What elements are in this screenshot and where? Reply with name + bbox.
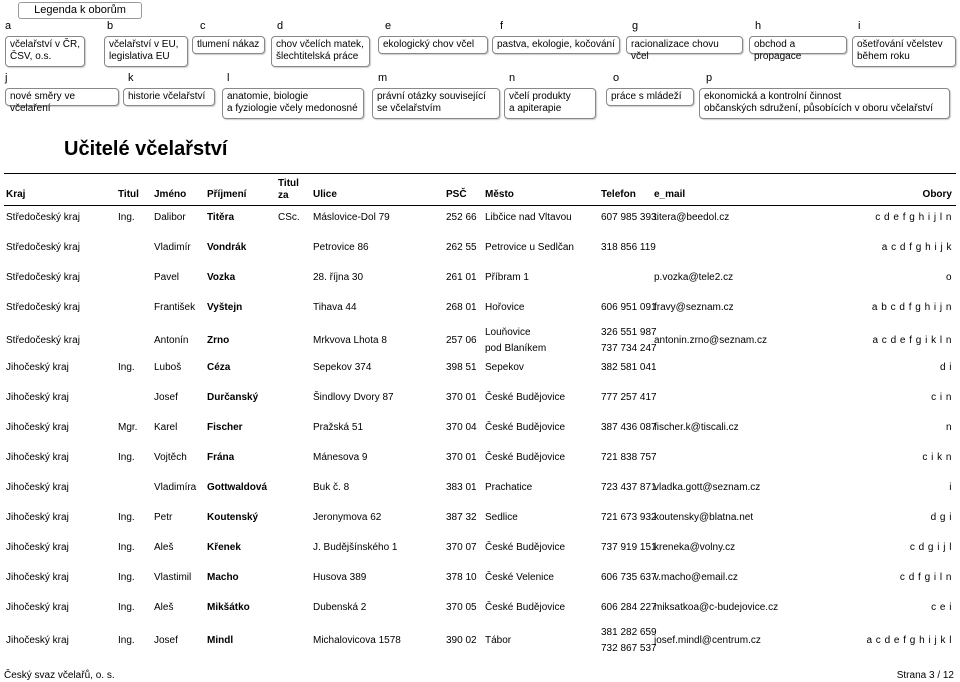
legend-text-l: anatomie, biologie — [227, 91, 309, 102]
legend-letter-j: j — [5, 72, 8, 84]
cell-jmeno: Josef — [154, 392, 178, 403]
cell-psc: 261 01 — [446, 272, 477, 283]
cell-kraj: Jihočeský kraj — [6, 542, 69, 553]
header-ulice: Ulice — [313, 189, 337, 200]
cell-psc: 383 01 — [446, 482, 477, 493]
cell-ulice: Sepekov 374 — [313, 362, 372, 373]
cell-obory: n — [945, 422, 952, 433]
legend-box-h — [749, 36, 847, 62]
cell-telefon: 721 838 757 — [601, 452, 657, 463]
page-title: Učitelé včelařství — [64, 138, 228, 160]
cell-email[interactable]: titera@beedol.cz — [654, 212, 730, 223]
cell-prijmeni: Durčanský — [207, 392, 259, 403]
legend-text-i: ošetřování včelstev — [857, 39, 943, 50]
cell-mesto: České Budějovice — [485, 392, 566, 403]
header-titul-za-line2: za — [278, 190, 289, 201]
legend-letter-m: m — [378, 72, 388, 84]
legend-text-e: ekologický chov včel — [383, 39, 475, 50]
table-row — [4, 571, 956, 599]
cell-prijmeni: Vozka — [207, 272, 236, 283]
cell-jmeno: Vladimíra — [154, 482, 197, 493]
cell-ulice: Buk č. 8 — [313, 482, 350, 493]
cell-ulice: Pražská 51 — [313, 422, 364, 433]
cell-jmeno: František — [154, 302, 196, 313]
legend-text-g: racionalizace chovu včel — [631, 39, 719, 62]
legend-text-h: obchod a propagace — [754, 39, 802, 62]
header-kraj: Kraj — [6, 189, 26, 200]
cell-mesto: Hořovice — [485, 302, 525, 313]
cell-mesto: Prachatice — [485, 482, 533, 493]
cell-mesto: pod Blaníkem — [485, 343, 547, 354]
cell-ulice: Mánesova 9 — [313, 452, 368, 463]
legend-title: Legenda k oborům — [18, 2, 142, 19]
cell-email[interactable]: vladka.gott@seznam.cz — [654, 482, 761, 493]
table-row — [4, 451, 956, 479]
cell-titul: Ing. — [118, 212, 135, 223]
legend-box-n — [504, 88, 596, 119]
cell-kraj: Jihočeský kraj — [6, 422, 69, 433]
cell-jmeno: Aleš — [154, 542, 174, 553]
cell-telefon: 721 673 932 — [601, 512, 657, 523]
cell-ulice: Husova 389 — [313, 572, 367, 583]
cell-psc: 252 66 — [446, 212, 477, 223]
legend-box-d — [271, 36, 370, 67]
cell-email[interactable]: v.macho@email.cz — [654, 572, 738, 583]
legend-box-g — [626, 36, 743, 62]
cell-mesto: Louňovice — [485, 327, 531, 338]
legend-box-j — [5, 88, 119, 114]
cell-telefon: 326 551 987 — [601, 327, 657, 338]
legend-text-p: občanských sdružení, působících v oboru včelařství — [704, 103, 934, 114]
legend-letter-g: g — [632, 20, 639, 32]
cell-jmeno: Aleš — [154, 602, 174, 613]
cell-ulice: Šindlovy Dvory 87 — [313, 392, 394, 403]
legend-box-a — [5, 36, 85, 67]
cell-obory: d i — [939, 362, 952, 373]
legend-letter-l: l — [227, 72, 230, 84]
cell-email[interactable]: koutensky@blatna.net — [654, 512, 754, 523]
cell-mesto: České Budějovice — [485, 422, 566, 433]
cell-jmeno: Vladimír — [154, 242, 191, 253]
cell-telefon: 607 985 393 — [601, 212, 657, 223]
cell-telefon: 318 856 119 — [601, 242, 656, 253]
cell-obory: a c d f g h i j k — [881, 242, 952, 253]
table-row — [4, 271, 956, 299]
cell-psc: 257 06 — [446, 335, 477, 346]
legend-text-o: práce s mládeží — [611, 91, 682, 102]
cell-mesto: České Velenice — [485, 572, 554, 583]
cell-ulice: Tihava 44 — [313, 302, 357, 313]
cell-prijmeni: Mindl — [207, 635, 234, 646]
table-row — [4, 541, 956, 569]
cell-titul: Ing. — [118, 362, 135, 373]
cell-jmeno: Karel — [154, 422, 178, 433]
cell-mesto: Sepekov — [485, 362, 524, 373]
cell-email[interactable]: p.vozka@tele2.cz — [654, 272, 734, 283]
table-header — [4, 173, 956, 206]
cell-email[interactable]: josef.mindl@centrum.cz — [654, 635, 761, 646]
cell-prijmeni: Frána — [207, 452, 235, 463]
footer-organization: Český svaz včelařů, o. s. — [4, 670, 115, 681]
table-row — [4, 241, 956, 269]
legend-text-n: a apiterapie — [509, 103, 562, 114]
cell-kraj: Jihočeský kraj — [6, 392, 69, 403]
cell-titul-za: CSc. — [278, 212, 300, 223]
legend-text-f: pastva, ekologie, kočování — [497, 39, 615, 50]
table-row — [4, 601, 956, 629]
cell-email[interactable]: kreneka@volny.cz — [654, 542, 736, 553]
cell-psc: 370 04 — [446, 422, 477, 433]
legend-letter-e: e — [385, 20, 392, 32]
legend-box-i — [852, 36, 956, 67]
footer-page-number: Strana 3 / 12 — [896, 670, 954, 681]
cell-jmeno: Vojtěch — [154, 452, 187, 463]
header-titul-za — [278, 178, 299, 202]
cell-obory: a c d e f g i k l n — [872, 335, 952, 346]
cell-mesto: České Budějovice — [485, 452, 566, 463]
table-row — [4, 326, 956, 354]
legend-row-1 — [0, 20, 960, 68]
cell-obory: i — [949, 482, 952, 493]
legend-text-c: tlumení nákaz — [197, 39, 260, 50]
legend-letter-b: b — [107, 20, 114, 32]
legend-text-b: včelařství v EU, — [109, 39, 179, 50]
cell-obory: o — [945, 272, 952, 283]
cell-obory: c d f g i l n — [899, 572, 952, 583]
legend-letter-a: a — [5, 20, 12, 32]
cell-prijmeni: Křenek — [207, 542, 241, 553]
cell-email[interactable]: fravy@seznam.cz — [654, 302, 734, 313]
legend-box-e — [378, 36, 488, 54]
legend-text-b: legislativa EU — [109, 51, 170, 62]
table-row — [4, 301, 956, 329]
cell-kraj: Jihočeský kraj — [6, 635, 69, 646]
cell-telefon: 737 919 151 — [601, 542, 657, 553]
legend-box-b — [104, 36, 188, 67]
cell-prijmeni: Fischer — [207, 422, 243, 433]
cell-email[interactable]: fischer.k@tiscali.cz — [654, 422, 739, 433]
cell-titul: Ing. — [118, 635, 135, 646]
cell-kraj: Jihočeský kraj — [6, 452, 69, 463]
cell-ulice: J. Budějšínského 1 — [313, 542, 398, 553]
legend-text-i: během roku — [857, 51, 910, 62]
header-obory: Obory — [922, 189, 952, 200]
cell-obory: c d e f g h i j l n — [875, 212, 952, 223]
legend-letter-i: i — [858, 20, 861, 32]
cell-psc: 390 02 — [446, 635, 477, 646]
legend-box-p — [699, 88, 950, 119]
legend-text-m: právní otázky související — [377, 91, 486, 102]
cell-kraj: Středočeský kraj — [6, 212, 80, 223]
cell-obory: c i n — [931, 392, 952, 403]
legend-letter-p: p — [706, 72, 713, 84]
cell-psc: 370 01 — [446, 392, 477, 403]
legend-box-c — [192, 36, 265, 54]
cell-obory: a b c d f g h i j n — [871, 302, 952, 313]
cell-jmeno: Dalibor — [154, 212, 186, 223]
cell-ulice: Jeronymova 62 — [313, 512, 382, 523]
cell-ulice: 28. října 30 — [313, 272, 364, 283]
cell-ulice: Petrovice 86 — [313, 242, 369, 253]
cell-kraj: Jihočeský kraj — [6, 512, 69, 523]
cell-obory: c i k n — [922, 452, 952, 463]
legend-box-f — [492, 36, 620, 54]
cell-jmeno: Antonín — [154, 335, 189, 346]
legend-text-l: a fyziologie včely medonosné — [227, 103, 358, 114]
cell-kraj: Jihočeský kraj — [6, 602, 69, 613]
cell-kraj: Středočeský kraj — [6, 242, 80, 253]
cell-telefon: 606 951 091 — [601, 302, 657, 313]
cell-titul: Ing. — [118, 512, 135, 523]
legend-text-d: šlechtitelská práce — [276, 51, 359, 62]
cell-telefon: 737 734 247 — [601, 343, 657, 354]
cell-jmeno: Petr — [154, 512, 173, 523]
cell-kraj: Jihočeský kraj — [6, 482, 69, 493]
header-email: e_mail — [654, 189, 686, 200]
cell-kraj: Středočeský kraj — [6, 335, 80, 346]
legend-text-a: ČSV, o.s. — [10, 51, 52, 62]
cell-kraj: Středočeský kraj — [6, 302, 80, 313]
cell-ulice: Michalovicova 1578 — [313, 635, 401, 646]
cell-kraj: Jihočeský kraj — [6, 572, 69, 583]
cell-telefon: 723 437 871 — [601, 482, 657, 493]
cell-prijmeni: Zrno — [207, 335, 230, 346]
legend-text-j: nové směry ve včelaření — [10, 91, 76, 114]
cell-psc: 268 01 — [446, 302, 477, 313]
cell-email[interactable]: miksatkoa@c-budejovice.cz — [654, 602, 779, 613]
cell-psc: 378 10 — [446, 572, 477, 583]
legend-text-p: ekonomická a kontrolní činnost — [704, 91, 842, 102]
cell-obory: c e i — [931, 602, 952, 613]
legend-letter-f: f — [500, 20, 504, 32]
cell-jmeno: Pavel — [154, 272, 180, 283]
cell-mesto: Sedlice — [485, 512, 518, 523]
legend-box-o — [606, 88, 694, 106]
cell-psc: 262 55 — [446, 242, 477, 253]
table-row — [4, 211, 956, 239]
cell-prijmeni: Céza — [207, 362, 231, 373]
cell-mesto: Příbram 1 — [485, 272, 529, 283]
cell-ulice: Máslovice-Dol 79 — [313, 212, 390, 223]
cell-ulice: Mrkvova Lhota 8 — [313, 335, 387, 346]
legend-text-d: chov včelích matek, — [276, 39, 364, 50]
legend-text-m: se včelařstvím — [377, 103, 441, 114]
cell-telefon: 381 282 659 — [601, 627, 657, 638]
cell-titul: Ing. — [118, 572, 135, 583]
legend-box-l — [222, 88, 364, 119]
legend-letter-h: h — [755, 20, 762, 32]
table-row — [4, 391, 956, 419]
cell-mesto: České Budějovice — [485, 602, 566, 613]
table-row — [4, 626, 956, 654]
cell-psc: 387 32 — [446, 512, 477, 523]
cell-telefon: 606 735 637 — [601, 572, 657, 583]
cell-psc: 398 51 — [446, 362, 477, 373]
cell-kraj: Jihočeský kraj — [6, 362, 69, 373]
cell-prijmeni: Titěra — [207, 212, 235, 223]
legend-letter-o: o — [613, 72, 620, 84]
cell-obory: a c d e f g h i j k l — [866, 635, 952, 646]
cell-telefon: 732 867 537 — [601, 643, 657, 654]
cell-obory: d g i — [930, 512, 952, 523]
header-titul-za-line1: Titul — [278, 178, 299, 189]
cell-titul: Ing. — [118, 602, 135, 613]
cell-prijmeni: Mikšátko — [207, 602, 250, 613]
cell-psc: 370 05 — [446, 602, 477, 613]
cell-jmeno: Luboš — [154, 362, 182, 373]
cell-telefon: 777 257 417 — [601, 392, 657, 403]
legend-letter-c: c — [200, 20, 206, 32]
cell-mesto: Tábor — [485, 635, 512, 646]
header-telefon: Telefon — [601, 189, 636, 200]
header-titul: Titul — [118, 189, 139, 200]
cell-mesto: Libčice nad Vltavou — [485, 212, 572, 223]
table-row — [4, 511, 956, 539]
cell-titul: Ing. — [118, 542, 135, 553]
header-prijmeni: Příjmení — [207, 189, 247, 200]
cell-jmeno: Vlastimil — [154, 572, 192, 583]
cell-psc: 370 07 — [446, 542, 477, 553]
cell-prijmeni: Koutenský — [207, 512, 259, 523]
legend-row-2 — [0, 72, 960, 120]
table-row — [4, 421, 956, 449]
cell-titul: Mgr. — [118, 422, 138, 433]
cell-telefon: 382 581 041 — [601, 362, 657, 373]
header-jmeno: Jméno — [154, 189, 187, 200]
cell-prijmeni: Vondrák — [207, 242, 247, 253]
cell-jmeno: Josef — [154, 635, 178, 646]
legend-letter-k: k — [128, 72, 134, 84]
table-row — [4, 481, 956, 509]
cell-telefon: 606 284 227 — [601, 602, 657, 613]
legend-text-n: včelí produkty — [509, 91, 571, 102]
cell-titul: Ing. — [118, 452, 135, 463]
cell-mesto: Petrovice u Sedlčan — [485, 242, 574, 253]
header-mesto: Město — [485, 189, 514, 200]
header-psc: PSČ — [446, 189, 467, 200]
legend-letter-d: d — [277, 20, 284, 32]
cell-mesto: České Budějovice — [485, 542, 566, 553]
cell-obory: c d g i j l — [909, 542, 952, 553]
cell-prijmeni: Vyštejn — [207, 302, 243, 313]
cell-prijmeni: Macho — [207, 572, 239, 583]
legend-text-k: historie včelařství — [128, 91, 206, 102]
cell-ulice: Dubenská 2 — [313, 602, 367, 613]
cell-telefon: 387 436 087 — [601, 422, 657, 433]
table-row — [4, 361, 956, 389]
legend-text-a: včelařství v ČR, — [10, 39, 81, 50]
cell-kraj: Středočeský kraj — [6, 272, 80, 283]
legend-letter-n: n — [509, 72, 516, 84]
cell-email[interactable]: antonin.zrno@seznam.cz — [654, 335, 767, 346]
cell-prijmeni: Gottwaldová — [207, 482, 268, 493]
legend-box-m — [372, 88, 500, 119]
cell-psc: 370 01 — [446, 452, 477, 463]
legend-box-k — [123, 88, 215, 106]
